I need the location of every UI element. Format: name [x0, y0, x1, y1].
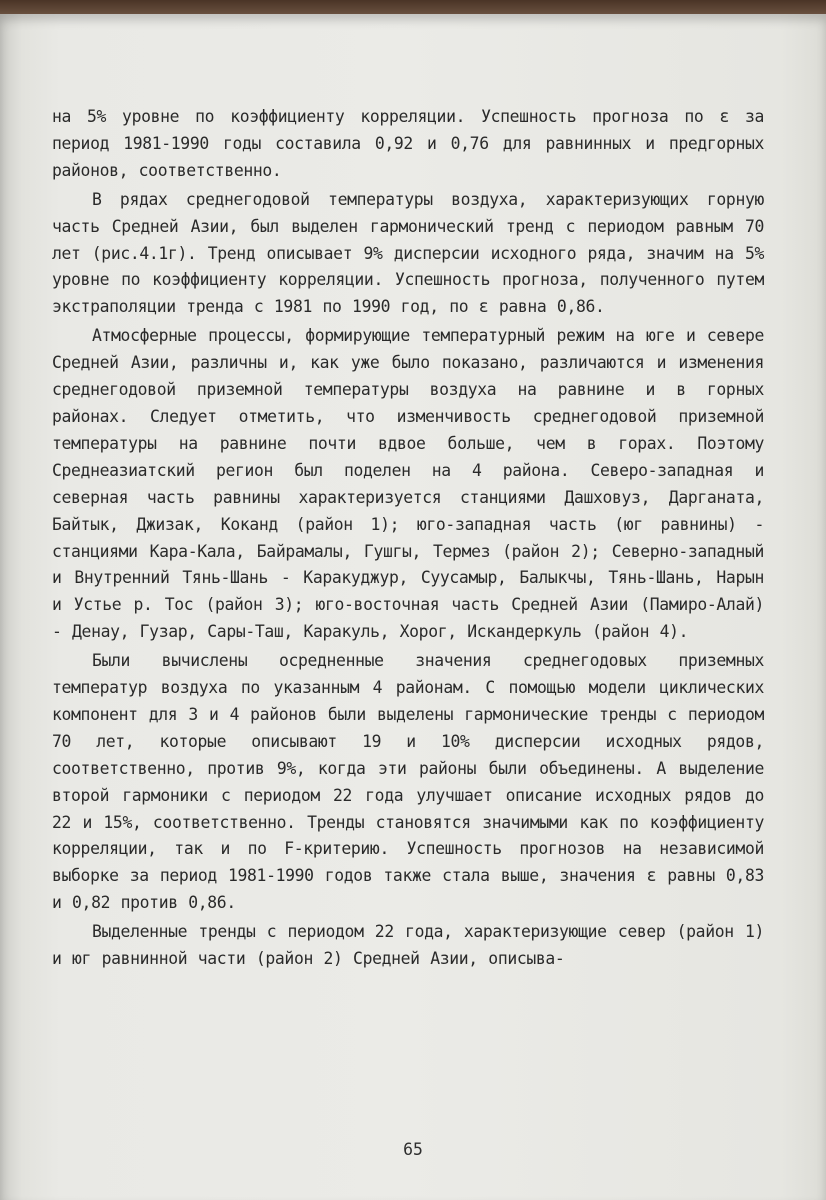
page-number: 65 — [403, 1140, 423, 1159]
paragraph-3: Атмосферные процессы, формирующие температурный режим на юге и севере Средней Азии, различны и, как уже было показано, различаются и изменения среднегодовой приземной температуры воздуха на равнине и в горных районах. Следует отметить, что изменчивость среднегодовой приземной температуры на равнине почти вдвое больше, чем в горах. Поэтому Среднеазиатский регион был поделен на 4 района. Северо-западная и северная часть равнины характеризуется станциями Дашховуз, Дарганата, Байтык, Джизак, Коканд (район 1); юго-западная часть (юг равнины) - станциями Кара-Кала, Байрамалы, Гушгы, Термез (район 2); Северно-западный и Внутренний Тянь-Шань - Каракуджур, Суусамыр, Балыкчы, Тянь-Шань, Нарын и Устье р. Тос (район 3); юго-восточная часть Средней Азии (Памиро-Алай) - Денау, Гузар, Сары-Таш, Каракуль, Хорог, Искандеркуль (район 4). — [52, 326, 764, 642]
paragraph-2: В рядах среднегодовой температуры воздуха, характеризующих горную часть Средней Азии, был выделен гармонический тренд с периодом равным 70 лет (рис.4.1г). Тренд описывает 9% дисперсии исходного ряда, значим на 5% уровне по коэффициенту корреляции. Успешность прогноза, полученного путем экстраполяции тренда с 1981 по 1990 год, по ε равна 0,86. — [52, 189, 764, 317]
paragraph-5: Выделенные тренды с периодом 22 года, характеризующие север (район 1) и юг равнинной части (район 2) Средней Азии, описыва- — [52, 922, 764, 969]
paragraph-1: на 5% уровне по коэффициенту корреляции. Успешность прогноза по ε за период 1981-1990 годы составила 0,92 и 0,76 для равнинных и предгорных районов, соответственно. — [52, 107, 764, 180]
page-body-text — [52, 104, 764, 973]
paragraph-4: Были вычислены осредненные значения среднегодовых приземных температур воздуха по указанным 4 районам. С помощью модели циклических компонент для 3 и 4 районов были выделены гармонические тренды с периодом 70 лет, которые описывают 19 и 10% дисперсии исходных рядов, соответственно, против 9%, когда эти районы были объединены. А выделение второй гармоники с периодом 22 года улучшает описание исходных рядов до 22 и 15%, соответственно. Тренды становятся значимыми как по коэффициенту корреляции, так и по F-критерию. Успешность прогнозов на независимой выборке за период 1981-1990 годов также стала выше, значения ε равны 0,83 и 0,82 против 0,86. — [52, 651, 764, 913]
